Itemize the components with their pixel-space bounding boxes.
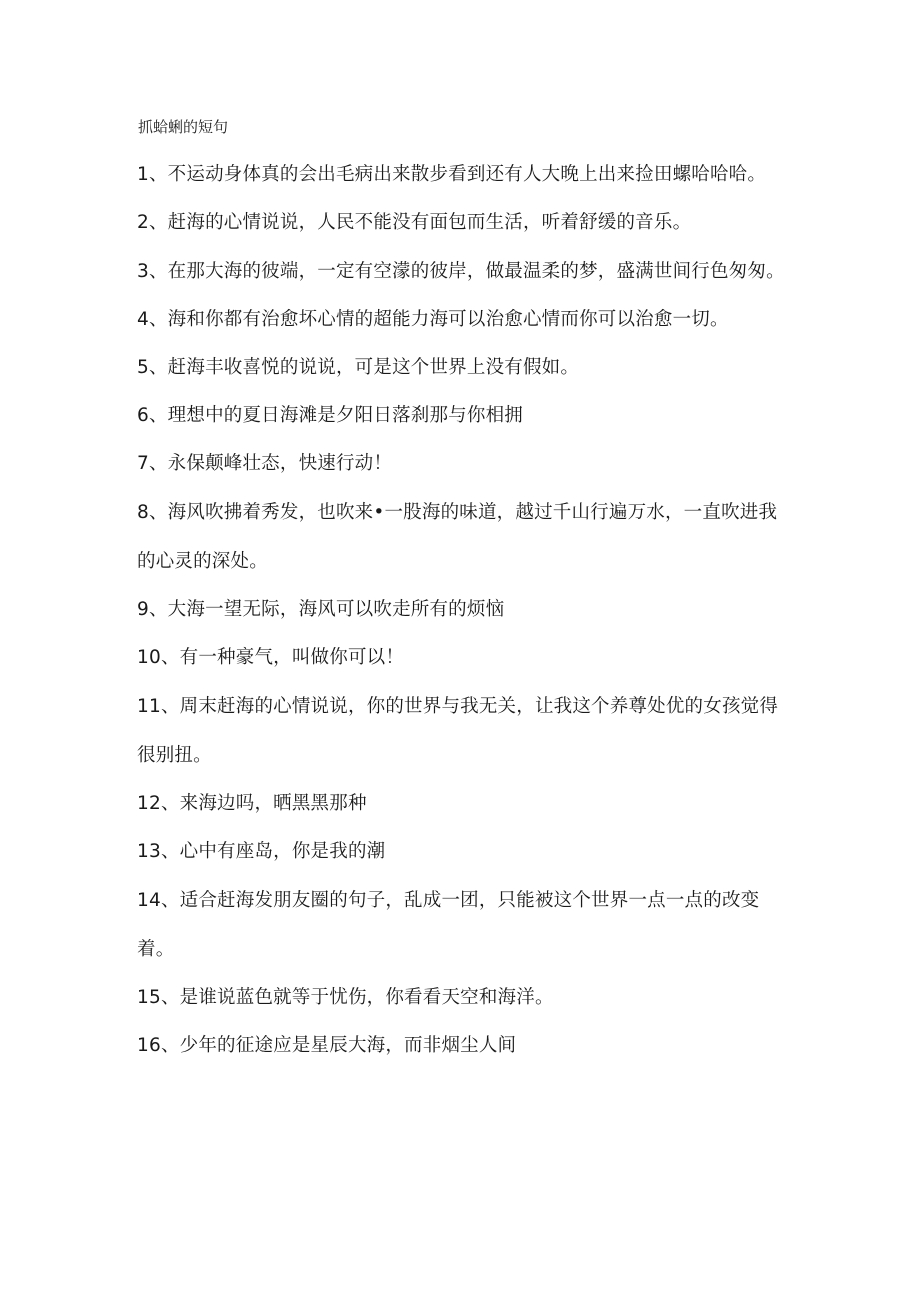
list-item: 16、少年的征途应是星辰大海，而非烟尘人间: [137, 1035, 517, 1056]
list-item: 7、永保颠峰壮态，快速行动！: [137, 453, 393, 474]
list-item: 8、海风吹拂着秀发，也吹来•一股海的味道，越过千山行遍万水，一直吹进我的心灵的深处。: [137, 502, 778, 572]
list-item: 6、理想中的夏日海滩是夕阳日落刹那与你相拥: [137, 405, 523, 426]
list-item: 12、来海边吗，晒黑黑那种: [137, 793, 367, 814]
list-item: 4、海和你都有治愈坏心情的超能力海可以治愈心情而你可以治愈一切。: [137, 309, 729, 330]
list-item: 5、赶海丰收喜悦的说说，可是这个世界上没有假如。: [137, 357, 580, 378]
list-item: 13、心中有座岛，你是我的潮: [137, 841, 386, 862]
list-item: 10、有一种豪气，叫做你可以！: [137, 647, 405, 668]
list-item: 3、在那大海的彼端，一定有空濛的彼岸，做最温柔的梦，盛满世间行色匆匆。: [137, 261, 785, 282]
list-item: 14、适合赶海发朋友圈的句子，乱成一团，只能被这个世界一点一点的改变着。: [137, 890, 760, 960]
list-item: 11、周末赶海的心情说说，你的世界与我无关，让我这个养尊处优的女孩觉得很别扭。: [137, 696, 779, 766]
document-title: 抓蛤蜊的短句: [138, 118, 229, 136]
sentence-list: [137, 150, 787, 1070]
list-item: 15、是谁说蓝色就等于忧伤，你看看天空和海洋。: [137, 987, 554, 1008]
list-item: 9、大海一望无际，海风可以吹走所有的烦恼: [137, 599, 505, 620]
list-item: 2、赶海的心情说说，人民不能没有面包而生活，听着舒缓的音乐。: [137, 212, 692, 233]
list-item: 1、不运动身体真的会出毛病出来散步看到还有人大晚上出来捡田螺哈哈哈。: [137, 164, 767, 185]
